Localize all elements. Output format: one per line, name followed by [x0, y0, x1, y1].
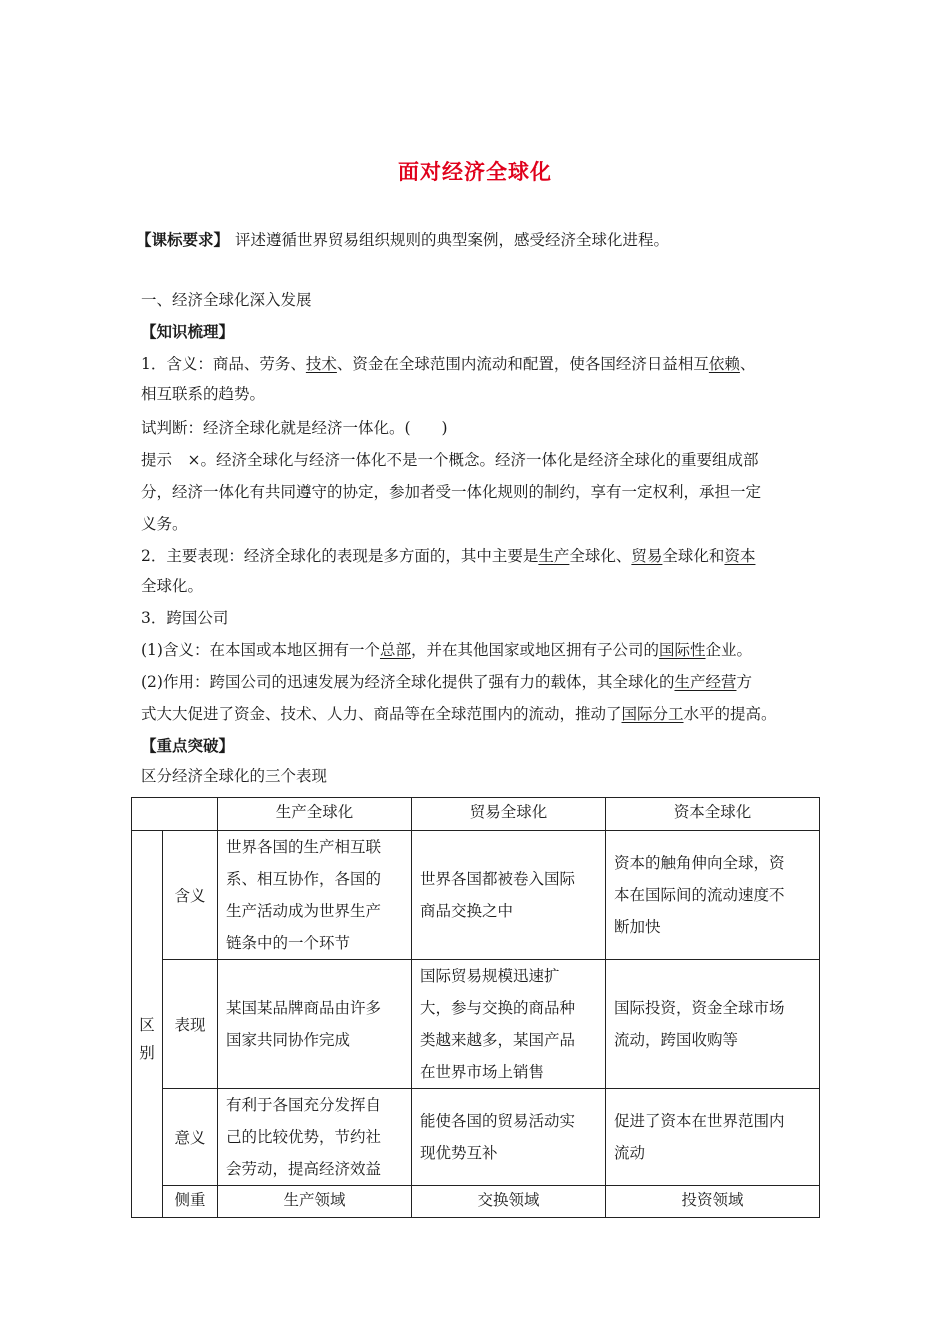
- text-run: 企业。: [705, 641, 753, 659]
- table-row: [132, 960, 820, 1089]
- text-run: 、: [739, 355, 756, 373]
- table-row-focus: [132, 1186, 820, 1218]
- hint-line-3: 义务。: [141, 515, 188, 533]
- blank-answer: 技术: [305, 355, 337, 373]
- blank-answer: 生产: [538, 547, 570, 565]
- row-label-cell: 表现: [163, 960, 218, 1089]
- group-label-char: 区: [139, 1016, 155, 1034]
- judge-question: 试判断：经济全球化就是经济一体化。( ): [141, 419, 448, 437]
- requirement-text: 评述遵循世界贸易组织规则的典型案例，感受经济全球化进程。: [235, 231, 670, 249]
- header-text: 资本全球化: [673, 803, 752, 821]
- knowledge-label: 【知识梳理】: [141, 322, 235, 341]
- table-caption: 区分经济全球化的三个表现: [141, 767, 328, 785]
- multinational-role-2: [141, 704, 831, 724]
- text-run: (2)作用：跨国公司的迅速发展为经济全球化提供了强有力的载体，其全球化的: [141, 673, 675, 691]
- table-cell: 国际投资，资金全球市场 流动，跨国收购等: [606, 960, 820, 1089]
- text-run: 式大大促进了资金、技术、人力、商品等在全球范围内的流动，推动了: [141, 705, 622, 723]
- table-cell: 促进了资本在世界范围内 流动: [606, 1089, 820, 1186]
- table-cell: 能使各国的贸易活动实 现优势互补: [412, 1089, 606, 1186]
- table-cell: 交换领域: [412, 1186, 606, 1218]
- blank-answer: 资本: [724, 547, 756, 565]
- text-run: ，并在其他国家或地区拥有子公司的: [410, 641, 659, 659]
- table-cell: 某国某品牌商品由许多 国家共同协作完成: [218, 960, 412, 1089]
- table-cell: 生产领域: [218, 1186, 412, 1218]
- text-run: 2．主要表现：经济全球化的表现是多方面的，其中主要是: [141, 547, 539, 565]
- blank-answer: 生产经营: [674, 673, 737, 691]
- text-run: (1)含义：在本国或本地区拥有一个: [141, 641, 380, 659]
- comparison-table: [131, 797, 820, 1218]
- table-cell: 国际贸易规模迅速扩 大，参与交换的商品种 类越来越多，某国产品 在世界市场上销售: [412, 960, 606, 1089]
- group-label-cell: [132, 831, 163, 1218]
- table-cell: 世界各国都被卷入国际 商品交换之中: [412, 831, 606, 960]
- multinational-role-1: [141, 672, 831, 692]
- requirement-line: [136, 230, 831, 250]
- manifestation-line-2: 全球化。: [141, 577, 204, 595]
- text-run: 全球化和: [662, 547, 725, 565]
- table-corner-cell: [132, 798, 218, 831]
- table-row: [132, 1089, 820, 1186]
- table-cell: 有利于各国充分发挥自 己的比较优势，节约社 会劳动，提高经济效益: [218, 1089, 412, 1186]
- blank-answer: 贸易: [631, 547, 663, 565]
- group-label-char: 别: [139, 1044, 155, 1062]
- multinational-heading: 3．跨国公司: [141, 609, 229, 627]
- section-heading: 一、经济全球化深入发展: [141, 291, 312, 309]
- blank-answer: 国际分工: [621, 705, 684, 723]
- table-cell: 投资领域: [606, 1186, 820, 1218]
- table-header-cell: [606, 798, 820, 831]
- header-text: 生产全球化: [275, 803, 354, 821]
- definition-line-1: [141, 354, 831, 374]
- blank-answer: 依赖: [708, 355, 740, 373]
- table-cell: 世界各国的生产相互联 系、相互协作，各国的 生产活动成为世界生产 链条中的一个环节: [218, 831, 412, 960]
- manifestation-line-1: [141, 546, 831, 566]
- text-run: 方: [736, 673, 752, 691]
- row-label-cell: 含义: [163, 831, 218, 960]
- table-row: [132, 831, 820, 960]
- key-label: 【重点突破】: [141, 736, 235, 755]
- header-text: 贸易全球化: [469, 803, 548, 821]
- row-label-cell: 侧重: [163, 1186, 218, 1218]
- definition-line-2: 相互联系的趋势。: [141, 385, 266, 403]
- requirement-label: 【课标要求】: [136, 230, 230, 249]
- hint-line-2: 分，经济一体化有共同遵守的协定，参加者受一体化规则的制约，享有一定权利，承担一定: [141, 483, 762, 501]
- text-run: 1．含义：商品、劳务、: [141, 355, 306, 373]
- table-header-cell: [412, 798, 606, 831]
- row-label-cell: 意义: [163, 1089, 218, 1186]
- text-run: 、资金在全球范围内流动和配置，使各国经济日益相互: [336, 355, 709, 373]
- table-header-cell: [218, 798, 412, 831]
- page-title: 面对经济全球化: [398, 160, 552, 184]
- blank-answer: 总部: [379, 641, 411, 659]
- multinational-definition: [141, 640, 831, 660]
- text-run: 全球化、: [569, 547, 632, 565]
- table-header-row: [132, 798, 820, 831]
- blank-answer: 国际性: [659, 641, 706, 659]
- hint-line-1: 提示 ×。经济全球化与经济一体化不是一个概念。经济一体化是经济全球化的重要组成部: [141, 451, 759, 469]
- text-run: 水平的提高。: [683, 705, 777, 723]
- table-cell: 资本的触角伸向全球，资 本在国际间的流动速度不 断加快: [606, 831, 820, 960]
